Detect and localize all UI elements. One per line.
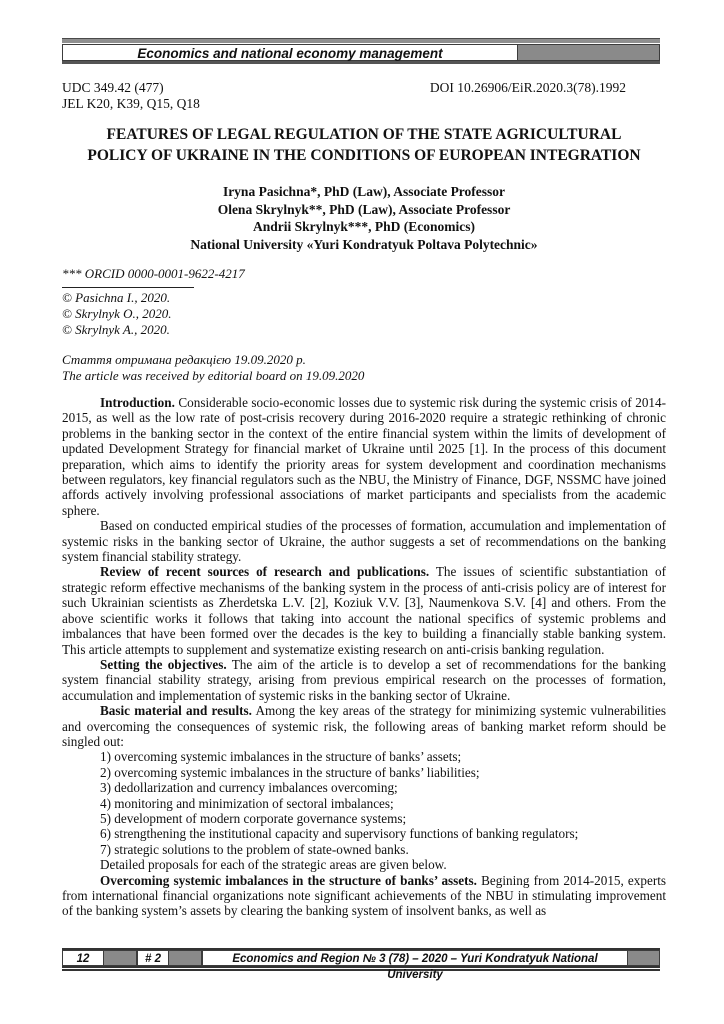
jel-codes: JEL K20, K39, Q15, Q18	[62, 96, 200, 111]
article-title: FEATURES OF LEGAL REGULATION OF THE STATE AGRICULTURAL POLICY OF UKRAINE IN THE CONDITIONS OF EUROPEAN INTEGRATION	[87, 126, 641, 164]
received-date-uk: Стаття отримана редакцією 19.09.2020 р.	[62, 352, 306, 367]
footer-gray-block	[628, 950, 660, 966]
paragraph-lead: Introduction.	[100, 395, 175, 410]
paragraph-review	[62, 564, 666, 656]
received-block	[62, 352, 666, 384]
paragraph: Detailed proposals for each of the strategic areas are given below.	[100, 857, 447, 873]
footer-gray-block	[169, 950, 202, 966]
paragraph-lead: Review of recent sources of research and publications.	[100, 564, 430, 580]
page-footer-bar	[62, 948, 660, 981]
author-line: Iryna Pasichna*, PhD (Law), Associate Professor	[222, 184, 506, 199]
paragraph-lead: Basic material and results.	[100, 703, 252, 719]
paragraph-introduction	[62, 395, 666, 518]
list-item: 4) monitoring and minimization of sectoral imbalances;	[100, 795, 394, 811]
list-item: 5) development of modern corporate governance systems;	[100, 810, 407, 826]
header-gray-block	[518, 44, 660, 61]
list-item: 7) strategic solutions to the problem of state-owned banks.	[100, 841, 409, 857]
received-date-en: The article was received by editorial board on 19.09.2020	[62, 368, 365, 383]
paragraph-text: The aim of the article is to develop a set of recommendations for the banking system financial stability strategy, arising from previous empirical research on the processes of formation, accumulation and implementation of systemic risks in the banking sector of Ukraine.	[62, 656, 666, 703]
paragraph-text: Begining from 2014-2015, experts from international financial organizations note significant achievements of the NBU in stimulating improvement of the banking system’s assets by clearing the banking system of insolvent banks, as well as	[62, 872, 667, 919]
footer-page-number: 12	[62, 950, 104, 966]
paragraph-lead: Setting the objectives.	[100, 656, 227, 672]
paragraph-text: Among the key areas of the strategy for minimizing systemic vulnerabilities and overcoming the consequences of systemic risk, the following areas of banking market reform should be singled out:	[62, 703, 666, 749]
list-item: 3) dedollarization and currency imbalances overcoming;	[100, 780, 398, 796]
paragraph-text: The issues of scientific substantiation of strategic reform effective mechanisms of the banking system in the process of anti-crisis policy are of interest for such Ukrainian scientists as Zherdetska L.V. [2], Koziuk V.V. [3], Naumenkova S.V. [4] and others. From the above scientific works it follows that taking into account the national specifics of systemic problems and imbalances that have been formed over the decades is the key to building a financially stable banking system. This article attempts to supplement and systematize existing research on anti-crisis banking regulation.	[62, 564, 666, 657]
authors-block	[62, 183, 666, 253]
paragraph-objectives	[62, 657, 666, 703]
section-title: Economics and national economy management	[62, 44, 518, 61]
footer-issue-number: # 2	[137, 950, 169, 966]
paragraph-results	[62, 703, 666, 749]
footer-row	[62, 948, 660, 981]
copyright-block	[62, 290, 666, 338]
author-line: Olena Skrylnyk**, PhD (Law), Associate Professor	[217, 201, 511, 217]
udc-code: UDC 349.42 (477)	[62, 80, 164, 95]
paragraph-text: Based on conducted empirical studies of the processes of formation, accumulation and implementation of systemic risks in the banking sector of Ukraine, the author suggests a set of recommendations on the banking system financial stability strategy.	[62, 518, 666, 565]
list-item: 6) strengthening the institutional capacity and supervisory functions of banking regulators;	[100, 826, 579, 842]
paragraph	[62, 518, 666, 564]
footer-gray-block	[104, 950, 137, 966]
doi: DOI 10.26906/EiR.2020.3(78).1992	[429, 80, 626, 95]
footer-underline	[62, 969, 660, 971]
university-line: National University «Yuri Kondratyuk Poltava Polytechnic»	[190, 236, 538, 252]
copyright-line: © Skrylnyk O., 2020.	[62, 306, 172, 321]
article-meta	[62, 80, 666, 112]
copyright-line: © Pasichna I., 2020.	[62, 290, 171, 305]
page-header-bar	[62, 38, 660, 64]
list-item: 2) overcoming systemic imbalances in the structure of banks’ liabilities;	[100, 764, 480, 780]
copyright-line: © Skrylnyk A., 2020.	[62, 322, 170, 337]
footer-journal-title: Economics and Region № 3 (78) – 2020 – Yuri Kondratyuk National University	[202, 950, 628, 966]
list-item: 1) overcoming systemic imbalances in the structure of banks’ assets;	[100, 749, 462, 765]
paragraph-lead: Overcoming systemic imbalances in the structure of banks’ assets.	[100, 872, 477, 888]
footnote-divider	[62, 287, 194, 288]
paragraph-text: Considerable socio-economic losses due to systemic risk during the systemic crisis of 2014-2015, as well as the low rate of post-crisis recovery during 2016-2020 require a strategic rethinking of chronic problems in the banking sector in the context of the entire financial system within the limits of development of updated Development Strategy for financial market of Ukraine until 2025 [1]. In the process of this document preparation, which aims to identify the priority areas for system development and coordination mechanisms between regulators, key financial regulators such as the NBU, the Ministry of Finance, DGF, NSSMC have joined affords actively involving professional associations of market participants and specialists from the academic sphere.	[62, 395, 667, 518]
paragraph-overcoming	[62, 873, 666, 919]
article-body	[62, 395, 666, 919]
meta-left	[62, 80, 200, 112]
author-line: Andrii Skrylnyk***, PhD (Economics)	[252, 219, 476, 234]
orcid-note: *** ORCID 0000-0001-9622-4217	[62, 266, 245, 281]
header-row	[62, 44, 660, 64]
